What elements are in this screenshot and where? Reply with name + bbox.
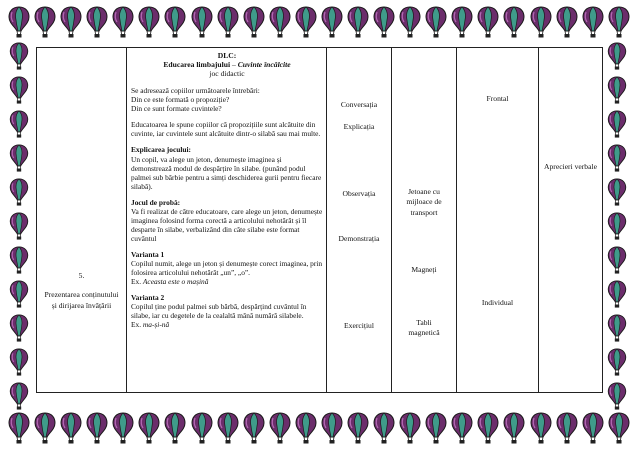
hot-air-balloon-icon [606, 348, 628, 376]
hot-air-balloon-icon [347, 6, 369, 38]
stage-title-line1: Prezentarea conținutului [44, 290, 119, 299]
hot-air-balloon-icon [606, 314, 628, 342]
lesson-plan-table [36, 47, 603, 393]
hot-air-balloon-icon [8, 76, 30, 104]
method-exercise: Exercițiul [344, 321, 374, 330]
hot-air-balloon-icon [295, 412, 317, 444]
hot-air-balloon-icon [164, 412, 186, 444]
hot-air-balloon-icon [8, 6, 30, 38]
hot-air-balloon-icon [321, 6, 343, 38]
hot-air-balloon-icon [191, 6, 213, 38]
stage-cell [37, 48, 127, 393]
game-type: joc didactic [209, 69, 245, 79]
hot-air-balloon-icon [582, 6, 604, 38]
lesson-stage-row [37, 48, 603, 393]
hot-air-balloon-icon [8, 212, 30, 240]
top-balloon-border [8, 6, 630, 40]
hot-air-balloon-icon [8, 412, 30, 444]
trial-heading: Jocul de probă: [131, 197, 181, 207]
hot-air-balloon-icon [530, 412, 552, 444]
hot-air-balloon-icon [269, 6, 291, 38]
organization-cell [457, 48, 539, 393]
hot-air-balloon-icon [606, 280, 628, 308]
hot-air-balloon-icon [243, 412, 265, 444]
hot-air-balloon-icon [373, 6, 395, 38]
activity-header [131, 51, 323, 78]
hot-air-balloon-icon [8, 348, 30, 376]
variant-2-example: ma-și-nă [142, 320, 170, 330]
evaluation-verbal: Aprecieri verbale [544, 162, 597, 171]
hot-air-balloon-icon [112, 6, 134, 38]
hot-air-balloon-icon [451, 6, 473, 38]
method-conversation: Conversația [340, 100, 378, 109]
hot-air-balloon-icon [503, 412, 525, 444]
hot-air-balloon-icon [477, 6, 499, 38]
stage-number: 5. [78, 271, 85, 280]
hot-air-balloon-icon [269, 412, 291, 444]
hot-air-balloon-icon [606, 382, 628, 410]
hot-air-balloon-icon [608, 6, 630, 38]
hot-air-balloon-icon [399, 6, 421, 38]
trial-text: Va fi realizat de către educatoare, care alege un jeton, denumește imaginea folosind forma corectă a articolului nehotărât și îl desparte în silabe, verbalizând din câte silabe este format cuvântul [131, 206, 323, 243]
hot-air-balloon-icon [295, 6, 317, 38]
hot-air-balloon-icon [503, 6, 525, 38]
bottom-balloon-border [8, 412, 630, 446]
hot-air-balloon-icon [556, 412, 578, 444]
content-cell [127, 48, 327, 393]
organization-frontal: Frontal [486, 94, 509, 103]
method-demonstration: Demonstrația [338, 234, 380, 243]
resource-tokens [392, 187, 456, 218]
resource-tokens-line1: Jetoane cu [408, 187, 440, 196]
variant-1-example: Aceasta este o mașină [142, 276, 209, 286]
hot-air-balloon-icon [425, 412, 447, 444]
resource-tokens-line2: mijloace de [406, 197, 442, 207]
hot-air-balloon-icon [112, 412, 134, 444]
stage-label [37, 270, 126, 311]
variant-1-heading: Varianta 1 [131, 249, 165, 259]
hot-air-balloon-icon [60, 6, 82, 38]
hot-air-balloon-icon [8, 246, 30, 274]
method-observation: Observația [342, 189, 376, 198]
domain-name: Educarea limbajului [163, 60, 231, 70]
hot-air-balloon-icon [8, 280, 30, 308]
right-balloon-border [606, 42, 630, 410]
hot-air-balloon-icon [8, 42, 30, 70]
hot-air-balloon-icon [8, 178, 30, 206]
resource-board-line2: magnetică [408, 328, 440, 338]
hot-air-balloon-icon [530, 6, 552, 38]
teacher-explanation: Educatoarea le spune copiilor că propozițiile sunt alcătuite din cuvinte, iar cuvintele sunt alcătuite dintr-o silabă sau mai multe. [131, 120, 321, 139]
variant-1-example-prefix: Ex. [131, 276, 142, 286]
hot-air-balloon-icon [8, 314, 30, 342]
hot-air-balloon-icon [606, 76, 628, 104]
resource-board-line1: Tabli [416, 318, 432, 327]
hot-air-balloon-icon [60, 412, 82, 444]
hot-air-balloon-icon [606, 246, 628, 274]
hot-air-balloon-icon [425, 6, 447, 38]
hot-air-balloon-icon [373, 412, 395, 444]
question-1: Din ce este formată o propoziție? [131, 95, 230, 105]
left-balloon-border [8, 42, 32, 410]
hot-air-balloon-icon [138, 6, 160, 38]
hot-air-balloon-icon [606, 144, 628, 172]
game-explanation-block [131, 145, 323, 190]
hot-air-balloon-icon [606, 212, 628, 240]
questions-intro: Se adresează copiilor următoarele întrebări: [131, 86, 260, 96]
hot-air-balloon-icon [606, 178, 628, 206]
hot-air-balloon-icon [321, 412, 343, 444]
methods-cell [327, 48, 392, 393]
variant-2-heading: Varianta 2 [131, 292, 165, 302]
stage-title-line2: și dirijarea învățării [51, 301, 112, 310]
hot-air-balloon-icon [608, 412, 630, 444]
organization-individual: Individual [481, 298, 514, 307]
hot-air-balloon-icon [8, 110, 30, 138]
hot-air-balloon-icon [8, 144, 30, 172]
trial-game-block [131, 198, 323, 243]
hot-air-balloon-icon [34, 412, 56, 444]
game-title: Cuvinte încâlcite [237, 60, 291, 70]
questions-block [131, 86, 323, 113]
domain-dash: – [232, 60, 236, 70]
hot-air-balloon-icon [217, 412, 239, 444]
hot-air-balloon-icon [399, 412, 421, 444]
hot-air-balloon-icon [138, 412, 160, 444]
resource-tokens-line3: transport [410, 207, 438, 217]
variant-2-text: Copilul ține podul palmei sub bărbă, despărțind cuvântul în silabe, iar cu degetele de la cealaltă mână numără silabele. [131, 301, 307, 320]
hot-air-balloon-icon [34, 6, 56, 38]
hot-air-balloon-icon [606, 110, 628, 138]
variant-2-example-prefix: Ex. [131, 320, 142, 330]
question-2: Din ce sunt formate cuvintele? [131, 104, 222, 114]
hot-air-balloon-icon [556, 6, 578, 38]
variant-1-block [131, 250, 323, 286]
hot-air-balloon-icon [86, 412, 108, 444]
resources-cell [392, 48, 457, 393]
hot-air-balloon-icon [347, 412, 369, 444]
variant-2-block [131, 293, 323, 329]
dlc-label: DLC: [217, 51, 237, 60]
hot-air-balloon-icon [582, 412, 604, 444]
hot-air-balloon-icon [606, 42, 628, 70]
hot-air-balloon-icon [164, 6, 186, 38]
hot-air-balloon-icon [477, 412, 499, 444]
variant-1-text: Copilul numit, alege un jeton și denumește corect imaginea, prin folosirea articolului nehotărât „un”, „o”. [131, 258, 323, 277]
hot-air-balloon-icon [86, 6, 108, 38]
explanation-text: Un copil, va alege un jeton, denumește imaginea și demonstrează modul de despărțire în silabe. (punând podul palmei sub bărbie pentru a simți deschiderea gurii pentru fiecare silabă). [131, 154, 322, 191]
resource-board [392, 318, 456, 339]
hot-air-balloon-icon [217, 6, 239, 38]
method-explanation: Explicația [343, 122, 375, 131]
evaluation-cell [539, 48, 603, 393]
hot-air-balloon-icon [243, 6, 265, 38]
explanation-heading: Explicarea jocului: [131, 145, 192, 155]
hot-air-balloon-icon [451, 412, 473, 444]
hot-air-balloon-icon [191, 412, 213, 444]
resource-magnets: Magneți [411, 265, 437, 274]
hot-air-balloon-icon [8, 382, 30, 410]
